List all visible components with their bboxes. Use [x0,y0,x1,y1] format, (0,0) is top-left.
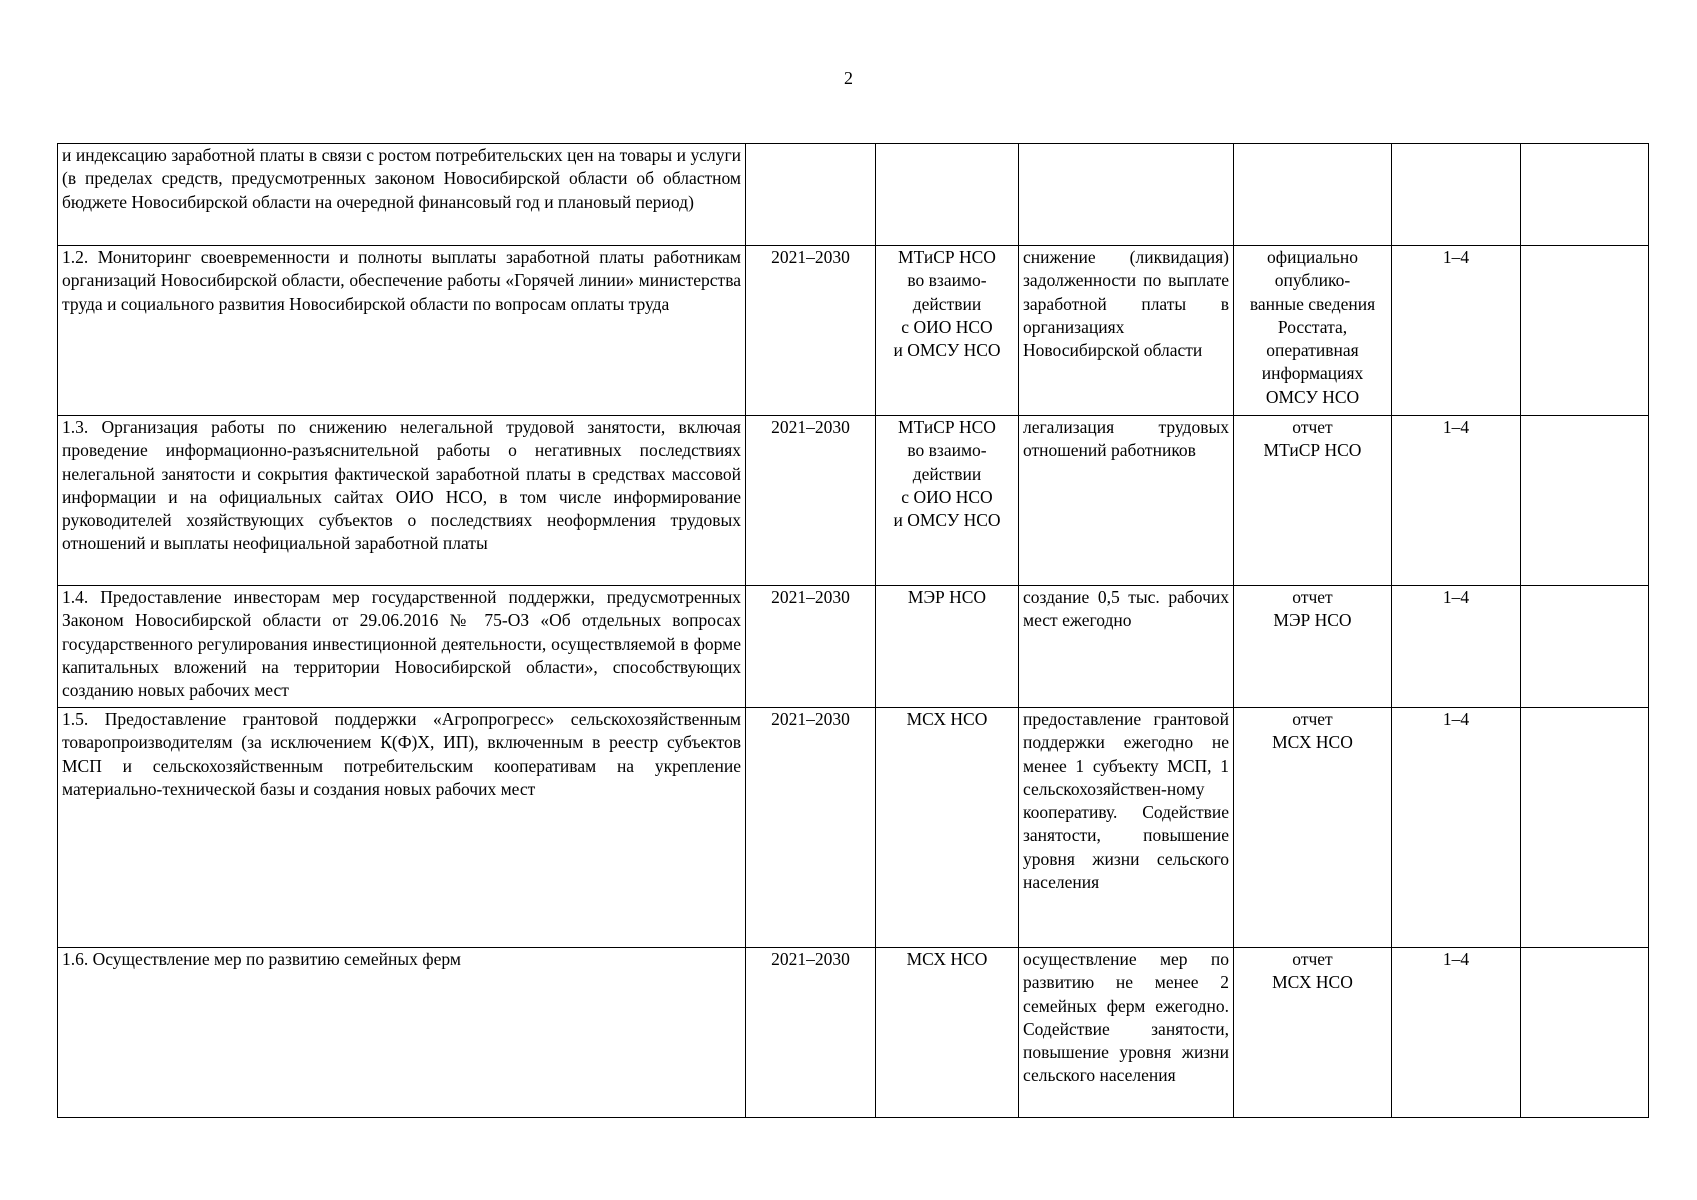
source-cell [1234,586,1392,708]
indicators-cell: 1–4 [1392,708,1521,948]
result-cell [1019,144,1234,246]
empty-cell [1521,948,1649,1118]
table-row [58,948,1649,1118]
source-line: Росстата, [1277,316,1348,337]
source-line: оперативная [1266,340,1359,361]
page-number: 2 [844,68,853,88]
indicators-cell: 1–4 [1392,586,1521,708]
years-cell: 2021–2030 [746,416,876,586]
source-line: МСХ НСО [1272,732,1353,753]
source-line: опублико- [1274,270,1351,291]
action-cell: 1.4. Предоставление инвесторам мер государственной поддержки, предусмотренных Законом Новосибирской области от 29.06.2016 № 75-ОЗ «Об отдельных вопросах государственного регулирования инвестиционной деятельности, осуществляемой в форме капитальных вложений на территории Новосибирской области», способствующих созданию новых рабочих мест [58,586,746,708]
table-row [58,586,1649,708]
action-cell: 1.3. Организация работы по снижению нелегальной трудовой занятости, включая проведение информационно-разъяснительной работы о негативных последствиях нелегальной занятости и сокрытия фактической заработной платы в средствах массовой информации и на официальных сайтах ОИО НСО, в том числе информирование руководителей хозяйствующих субъектов о последствиях неоформления трудовых отношений и выплаты неофициальной заработной платы [58,416,746,586]
source-line: отчет [1292,949,1333,969]
executor-line: действии [912,293,982,314]
executor-line: и ОМСУ НСО [893,340,1001,361]
executor-cell [876,948,1019,1118]
executor-cell [876,246,1019,416]
executor-line: МЭР НСО [907,587,987,607]
executor-line: с ОИО НСО [901,316,993,337]
executor-line: МТиСР НСО [898,247,996,267]
source-line: ванные сведения [1249,293,1376,314]
source-line: информациях [1261,363,1364,384]
source-line: официально [1267,247,1358,267]
executor-line: МСХ НСО [906,709,988,729]
executor-cell [876,586,1019,708]
executor-line: МСХ НСО [906,949,988,969]
years-cell: 2021–2030 [746,708,876,948]
result-cell: легализация трудовых отношений работников [1019,416,1234,586]
executor-line: во взаимо- [907,270,987,291]
executor-line: и ОМСУ НСО [893,510,1001,531]
source-line: МЭР НСО [1273,610,1352,631]
action-cell: 1.6. Осуществление мер по развитию семейных ферм [58,948,746,1118]
activity-table [57,143,1649,1118]
indicators-cell [1392,144,1521,246]
empty-cell [1521,144,1649,246]
source-line: ОМСУ НСО [1265,386,1360,407]
years-cell [746,144,876,246]
executor-cell [876,708,1019,948]
executor-cell [876,416,1019,586]
source-cell [1234,416,1392,586]
table-row [58,246,1649,416]
years-cell: 2021–2030 [746,246,876,416]
table-row [58,416,1649,586]
indicators-cell: 1–4 [1392,948,1521,1118]
table-row [58,708,1649,948]
empty-cell [1521,708,1649,948]
empty-cell [1521,586,1649,708]
action-cell: 1.5. Предоставление грантовой поддержки «Агропрогресс» сельскохозяйственным товаропроизводителям (за исключением К(Ф)Х, ИП), включенным в реестр субъектов МСП и сельскохозяйственным потребительским кооперативам на укрепление материально-технической базы и создания новых рабочих мест [58,708,746,948]
executor-line: во взаимо- [907,440,987,461]
indicators-cell: 1–4 [1392,416,1521,586]
source-cell [1234,144,1392,246]
result-cell: осуществление мер по развитию не менее 2 семейных ферм ежегодно. Содействие занятости, повышение уровня жизни сельского населения [1019,948,1234,1118]
indicators-cell: 1–4 [1392,246,1521,416]
action-cell: 1.2. Мониторинг своевременности и полноты выплаты заработной платы работникам организаций Новосибирской области, обеспечение работы «Горячей линии» министерства труда и социального развития Новосибирской области по вопросам оплаты труда [58,246,746,416]
result-cell: предоставление грантовой поддержки ежегодно не менее 1 субъекту МСП, 1 сельскохозяйствен-ному кооперативу. Содействие занятости, повышение уровня жизни сельского населения [1019,708,1234,948]
years-cell: 2021–2030 [746,586,876,708]
source-cell [1234,948,1392,1118]
source-cell [1234,246,1392,416]
executor-cell [876,144,1019,246]
table-row [58,144,1649,246]
source-line: отчет [1292,417,1333,437]
source-line: МСХ НСО [1272,972,1353,993]
empty-cell [1521,246,1649,416]
source-line: отчет [1292,709,1333,729]
action-cell: и индексацию заработной платы в связи с ростом потребительских цен на товары и услуги (в пределах средств, предусмотренных законом Новосибирской области об областном бюджете Новосибирской области на очередной финансовый год и плановый период) [58,144,746,246]
executor-line: МТиСР НСО [898,417,996,437]
result-cell: создание 0,5 тыс. рабочих мест ежегодно [1019,586,1234,708]
source-line: МТиСР НСО [1263,440,1362,461]
result-cell: снижение (ликвидация) задолженности по выплате заработной платы в организациях Новосибирской области [1019,246,1234,416]
source-cell [1234,708,1392,948]
empty-cell [1521,416,1649,586]
source-line: отчет [1292,587,1333,607]
executor-line: с ОИО НСО [901,486,993,507]
executor-line: действии [912,463,982,484]
years-cell: 2021–2030 [746,948,876,1118]
